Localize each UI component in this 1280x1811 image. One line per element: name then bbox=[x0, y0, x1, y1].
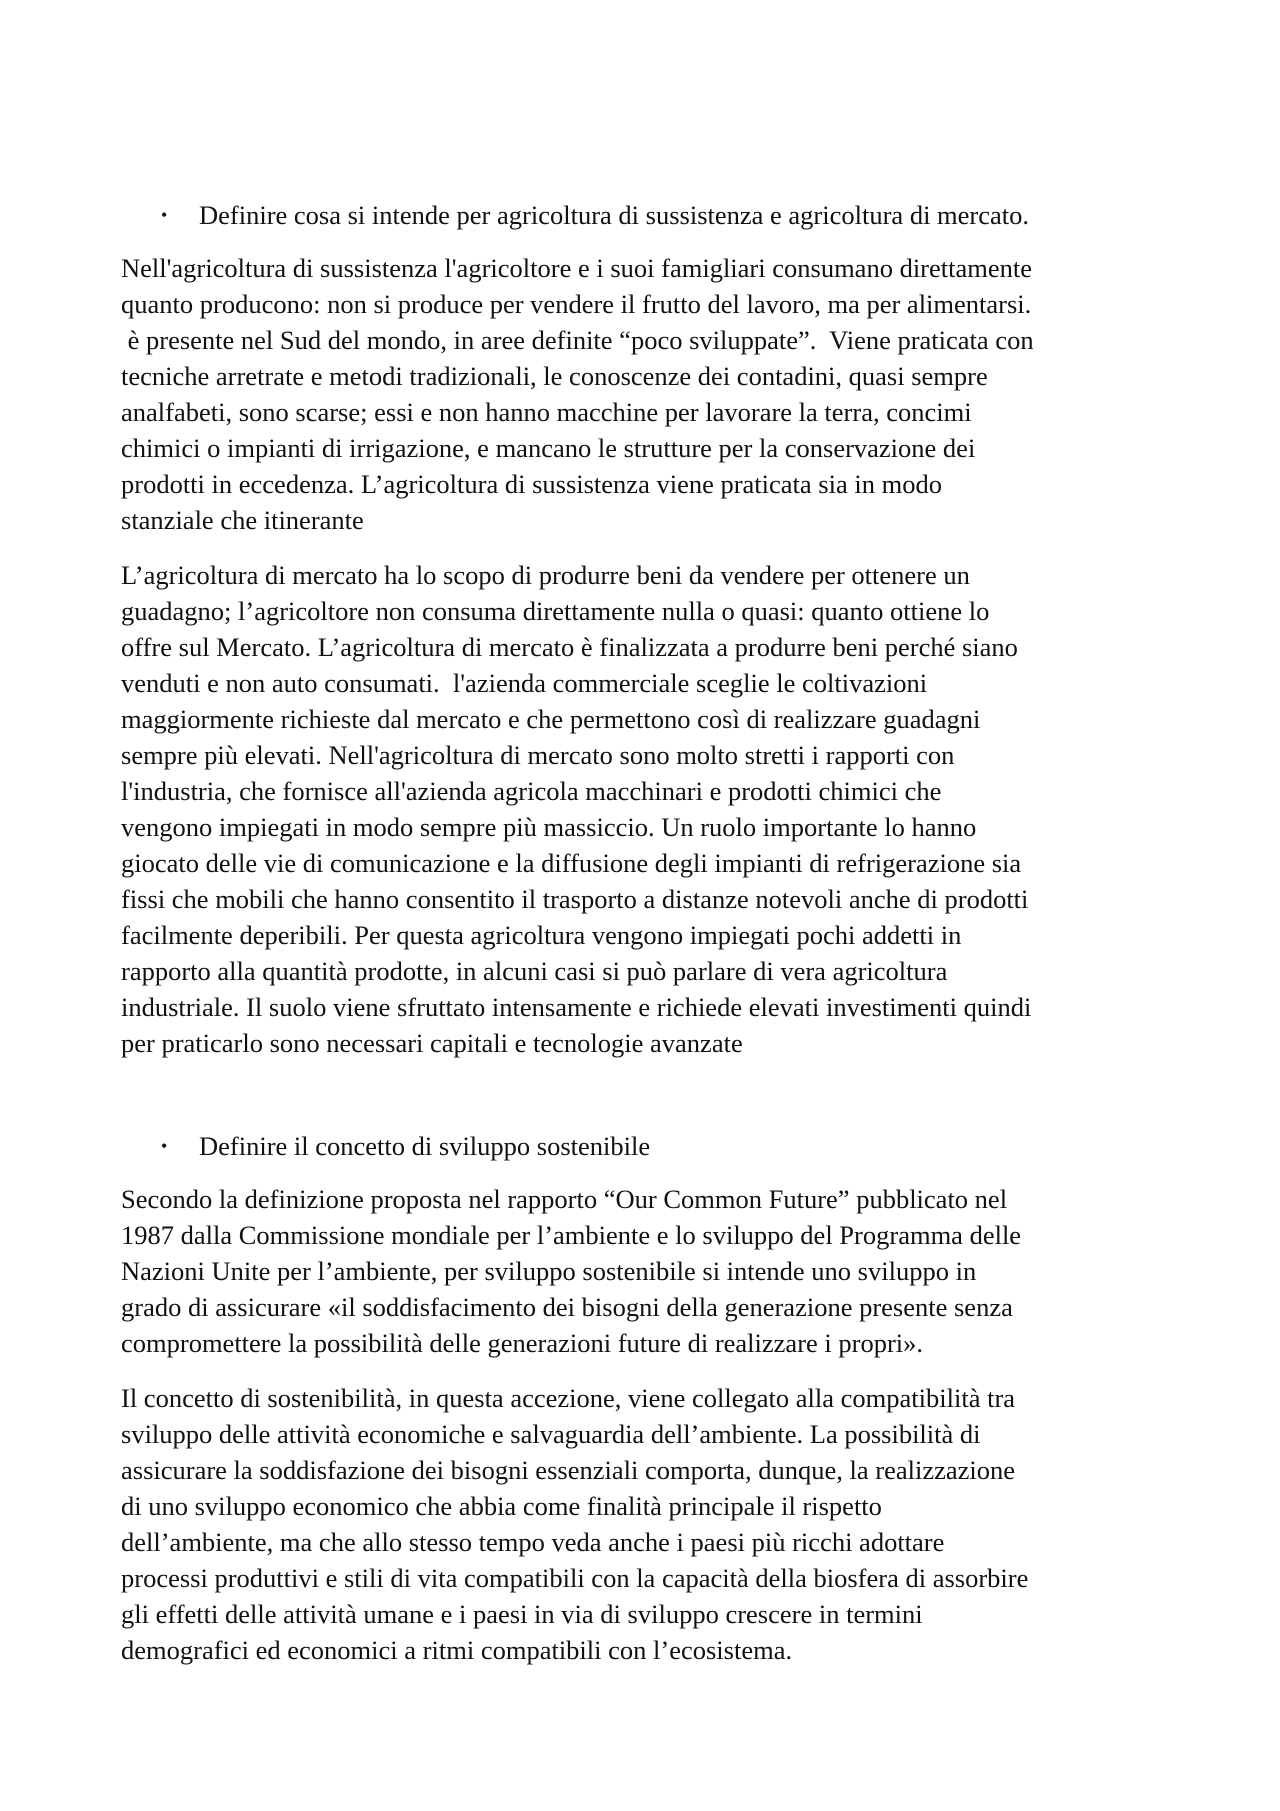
text-line: prodotti in eccedenza. L’agricoltura di sussistenza viene praticata sia in modo bbox=[121, 469, 942, 499]
text-line: Il concetto di sostenibilità, in questa accezione, viene collegato alla compatibilità tra bbox=[121, 1383, 1016, 1413]
text-line: sempre più elevati. Nell'agricoltura di mercato sono molto stretti i rapporti con bbox=[121, 740, 955, 770]
text-line: compromettere la possibilità delle generazioni future di realizzare i propri». bbox=[121, 1328, 924, 1358]
text-line: Nell'agricoltura di sussistenza l'agricoltore e i suoi famigliari consumano direttamente bbox=[121, 253, 1033, 283]
text-line: tecniche arretrate e metodi tradizionali, le conoscenze dei contadini, quasi sempre bbox=[121, 361, 988, 391]
text-line: venduti e non auto consumati. l'azienda commerciale sceglie le coltivazioni bbox=[121, 668, 928, 698]
question-2-heading: Definire il concetto di sviluppo sostenibile bbox=[199, 1131, 651, 1161]
text-line: Nazioni Unite per l’ambiente, per sviluppo sostenibile si intende uno sviluppo in bbox=[121, 1256, 977, 1286]
text-line: quanto producono: non si produce per vendere il frutto del lavoro, ma per alimentarsi. bbox=[121, 289, 1032, 319]
text-line: sviluppo delle attività economiche e salvaguardia dell’ambiente. La possibilità di bbox=[121, 1419, 981, 1449]
text-line: industriale. Il suolo viene sfruttato intensamente e richiede elevati investimenti quindi bbox=[121, 992, 1032, 1022]
bullet-icon: • bbox=[161, 205, 168, 225]
text-line: demografici ed economici a ritmi compatibili con l’ecosistema. bbox=[121, 1635, 793, 1665]
text-line: 1987 dalla Commissione mondiale per l’ambiente e lo sviluppo del Programma delle bbox=[121, 1220, 1022, 1250]
text-line: l'industria, che fornisce all'azienda agricola macchinari e prodotti chimici che bbox=[121, 776, 942, 806]
text-line: L’agricoltura di mercato ha lo scopo di produrre beni da vendere per ottenere un bbox=[121, 560, 970, 590]
text-line: vengono impiegati in modo sempre più massiccio. Un ruolo importante lo hanno bbox=[121, 812, 977, 842]
text-line: analfabeti, sono scarse; essi e non hanno macchine per lavorare la terra, concimi bbox=[121, 397, 972, 427]
text-line: fissi che mobili che hanno consentito il trasporto a distanze notevoli anche di prodotti bbox=[121, 884, 1029, 914]
text-line: per praticarlo sono necessari capitali e tecnologie avanzate bbox=[121, 1028, 743, 1058]
text-line: è presente nel Sud del mondo, in aree definite “poco sviluppate”. Viene praticata con bbox=[121, 325, 1034, 355]
text-line: stanziale che itinerante bbox=[121, 505, 364, 535]
text-line: dell’ambiente, ma che allo stesso tempo veda anche i paesi più ricchi adottare bbox=[121, 1527, 945, 1557]
question-1-heading: Definire cosa si intende per agricoltura di sussistenza e agricoltura di mercato. bbox=[199, 200, 1030, 230]
text-line: maggiormente richieste dal mercato e che permettono così di realizzare guadagni bbox=[121, 704, 981, 734]
text-line: facilmente deperibili. Per questa agricoltura vengono impiegati pochi addetti in bbox=[121, 920, 962, 950]
text-line: di uno sviluppo economico che abbia come finalità principale il rispetto bbox=[121, 1491, 882, 1521]
bullet-icon: • bbox=[161, 1136, 168, 1156]
text-line: chimici o impianti di irrigazione, e mancano le strutture per la conservazione dei bbox=[121, 433, 976, 463]
text-line: assicurare la soddisfazione dei bisogni essenziali comporta, dunque, la realizzazione bbox=[121, 1455, 1016, 1485]
text-line: gli effetti delle attività umane e i paesi in via di sviluppo crescere in termini bbox=[121, 1599, 923, 1629]
text-line: rapporto alla quantità prodotte, in alcuni casi si può parlare di vera agricoltura bbox=[121, 956, 948, 986]
text-line: grado di assicurare «il soddisfacimento dei bisogni della generazione presente senza bbox=[121, 1292, 1013, 1322]
text-line: guadagno; l’agricoltore non consuma direttamente nulla o quasi: quanto ottiene lo bbox=[121, 596, 990, 626]
text-line: Secondo la definizione proposta nel rapporto “Our Common Future” pubblicato nel bbox=[121, 1184, 1008, 1214]
text-line: offre sul Mercato. L’agricoltura di mercato è finalizzata a produrre beni perché siano bbox=[121, 632, 1018, 662]
text-line: giocato delle vie di comunicazione e la diffusione degli impianti di refrigerazione sia bbox=[121, 848, 1022, 878]
text-line: processi produttivi e stili di vita compatibili con la capacità della biosfera di assorbire bbox=[121, 1563, 1029, 1593]
